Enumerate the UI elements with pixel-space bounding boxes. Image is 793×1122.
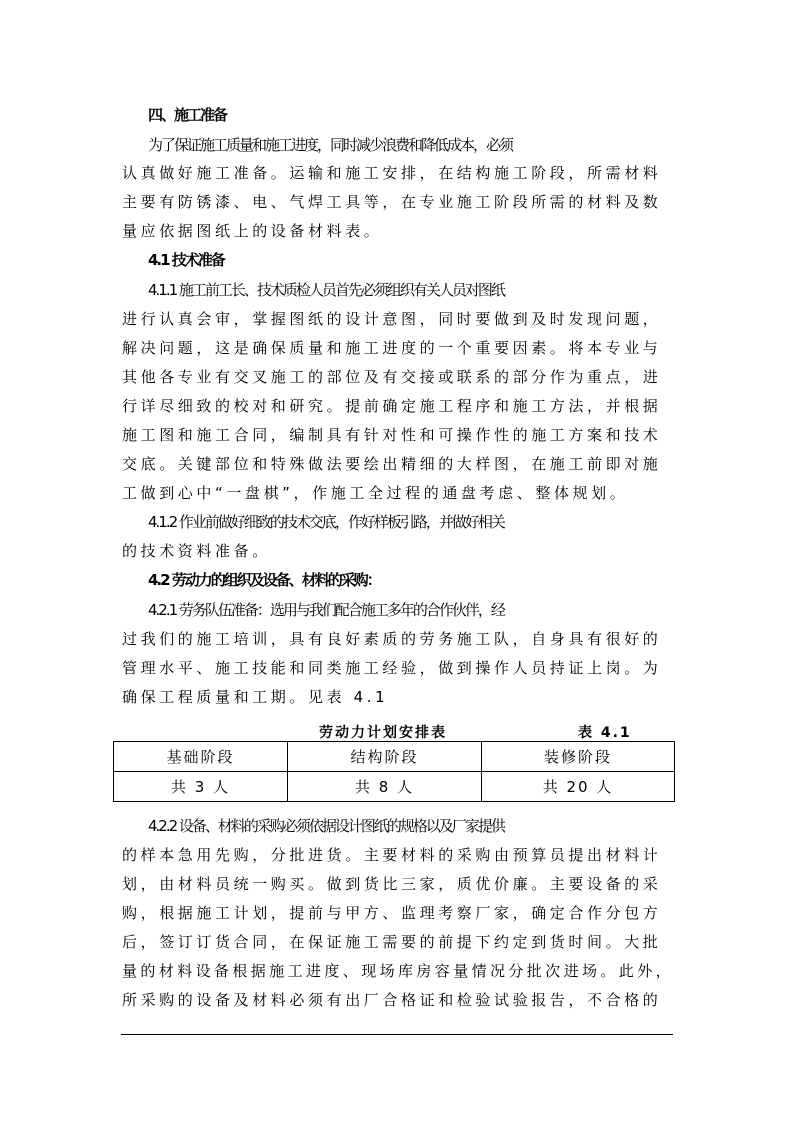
paragraph-4-1-1-line: 4.1.1 施工前工长、技术质检人员首先必须组织有关人员对图纸: [148, 281, 504, 299]
paragraph-4-2-1-line: 4.2.1 劳务队伍准备：选用与我们配合施工多年的合作伙伴，经: [148, 601, 504, 619]
table-cell: 共 3 人: [114, 772, 288, 802]
paragraph-4-1-1-line: 交底。关键部位和特殊做法要绘出精细的大样图，在施工前即对施: [122, 455, 662, 473]
paragraph-4-2-2-line: 量的材料设备根据施工进度、现场库房容量情况分批次进场。此外，: [122, 962, 675, 980]
table-header-cell: 装修阶段: [482, 742, 675, 772]
intro-line: 量应依据图纸上的设备材料表。: [122, 222, 383, 240]
labor-plan-table: [113, 741, 675, 802]
subsection-heading-4-1: 4.1 技术准备: [148, 251, 224, 269]
paragraph-4-2-2-line: 购，根据施工计划，提前与甲方、监理考察厂家，确定合作分包方: [122, 904, 662, 922]
paragraph-4-1-2-line: 4.1.2 作业前做好细致的技术交底，作好样板引路，并做好相关: [148, 513, 504, 531]
intro-line: 主要有防锈漆、电、气焊工具等，在专业施工阶段所需的材料及数: [122, 193, 662, 211]
paragraph-4-1-2-line: 的技术资料准备。: [122, 542, 271, 560]
paragraph-4-2-2-line: 后，签订订货合同，在保证施工需要的前提下约定到货时间。大批: [122, 933, 662, 951]
section-heading: 四、施工准备: [148, 106, 227, 124]
paragraph-4-1-1-line: 其他各专业有交叉施工的部位及有交接或联系的部分作为重点，进: [122, 368, 662, 386]
table-number: 表 4.1: [578, 725, 632, 741]
table-cell: 共 20 人: [482, 772, 675, 802]
subsection-heading-4-2: 4.2 劳动力的组织及设备、材料的采购：: [148, 571, 380, 589]
table-header-row: [114, 742, 675, 772]
paragraph-4-2-1-line: 管理水平、施工技能和同类施工经验，做到操作人员持证上岗。为: [122, 659, 662, 677]
table-header-cell: 结构阶段: [288, 742, 482, 772]
intro-line: 为了保证施工质量和施工进度，同时减少浪费和降低成本，必须: [148, 136, 513, 154]
paragraph-4-1-1-line: 工做到心中“一盘棋”，作施工全过程的通盘考虑、整体规划。: [122, 484, 629, 502]
footer-divider: [121, 1034, 673, 1035]
paragraph-4-1-1-line: 施工图和施工合同，编制具有针对性和可操作性的施工方案和技术: [122, 426, 662, 444]
paragraph-4-1-1-line: 进行认真会审，掌握图纸的设计意图，同时要做到及时发现问题，: [122, 310, 662, 328]
paragraph-4-2-2-line: 4.2.2 设备、材料的采购必须依据设计图纸的规格以及厂家提供: [148, 817, 504, 835]
paragraph-4-2-1-line: 确保工程质量和工期。见表 4.1: [122, 688, 389, 706]
paragraph-4-1-1-line: 解决问题，这是确保质量和施工进度的一个重要因素。将本专业与: [122, 339, 662, 357]
paragraph-4-1-1-line: 行详尽细致的校对和研究。提前确定施工程序和施工方法，并根据: [122, 397, 662, 415]
table-title: 劳动力计划安排表: [319, 725, 447, 741]
paragraph-4-2-2-line: 的样本急用先购，分批进货。主要材料的采购由预算员提出材料计: [122, 846, 662, 864]
table-row: [114, 772, 675, 802]
paragraph-4-2-2-line: 所采购的设备及材料必须有出厂合格证和检验试验报告，不合格的: [122, 991, 662, 1009]
table-cell: 共 8 人: [288, 772, 482, 802]
paragraph-4-2-2-line: 划，由材料员统一购买。做到货比三家，质优价廉。主要设备的采: [122, 875, 662, 893]
paragraph-4-2-1-line: 过我们的施工培训，具有良好素质的劳务施工队，自身具有很好的: [122, 630, 662, 648]
table-header-cell: 基础阶段: [114, 742, 288, 772]
intro-line: 认真做好施工准备。运输和施工安排，在结构施工阶段，所需材料: [122, 164, 662, 182]
